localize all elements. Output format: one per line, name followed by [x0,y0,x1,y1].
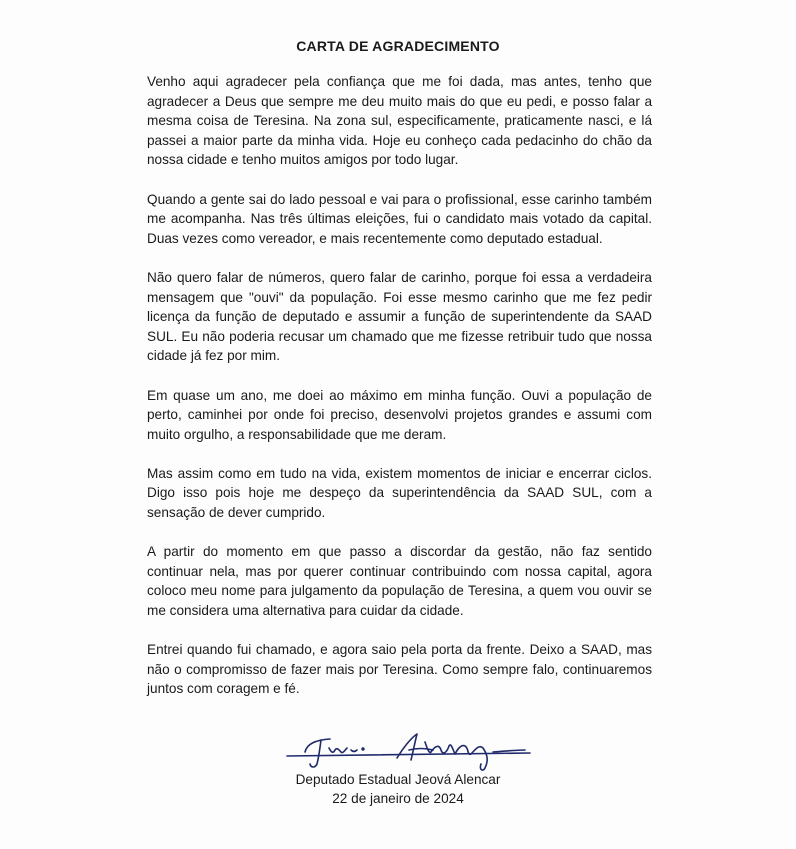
signatory-name: Deputado Estadual Jeová Alencar [295,772,501,787]
paragraph-2: Quando a gente sai do lado pessoal e vai para o profissional, esse carinho também me acompanha. Nas três últimas eleições, fui o candidato mais votado da capital. Duas vezes como vereador, e mais recentemente como deputado estadual. [147,191,652,246]
paragraph-3: Não quero falar de números, quero falar de carinho, porque foi essa a verdadeira mensagem que "ouvi" da população. Foi esse mesmo carinho que me fez pedir licença da função de deputado e assumir a função de superintendente da SAAD SUL. Eu não poderia recusar um chamado que me fizesse retribuir tudo que nossa cidade já fez por mim. [147,269,652,364]
paragraph-1: Venho aqui agradecer pela confiança que me foi dada, mas antes, tenho que agradecer a Deus que sempre me deu muito mais do que eu pedi, e posso falar a mesma coisa de Teresina. Na zona sul, especificamente, praticamente nasci, e lá passei a maior parte da minha vida. Hoje eu conheço cada pedacinho do chão da nossa cidade e tenho muitos amigos por todo lugar. [147,74,652,168]
letter-title: CARTA DE AGRADECIMENTO [296,38,500,54]
letter-date: 22 de janeiro de 2024 [332,791,464,806]
paragraph-5: Mas assim como em tudo na vida, existem momentos de iniciar e encerrar ciclos. Digo isso pois hoje me despeço da superintendência da SAAD SUL, com a sensação de dever cumprido. [147,465,652,521]
letter-body [147,72,652,719]
paragraph-6: A partir do momento em que passo a discordar da gestão, não faz sentido continuar nela, mas por querer continuar contribuindo com nossa capital, agora coloco meu nome para julgamento da população de Teresina, a quem vou ouvir se me considera uma alternativa para cuidar da cidade. [147,544,652,619]
paragraph-7: Entrei quando fui chamado, e agora saio pela porta da frente. Deixo a SAAD, mas não o compromisso de fazer mais por Teresina. Como sempre falo, continuaremos juntos com coragem e fé. [147,642,652,697]
handwritten-signature [285,730,535,775]
paragraph-4: Em quase um ano, me doei ao máximo em minha função. Ouvi a população de perto, caminhei por onde foi preciso, desenvolvi projetos grandes e assumi com muito orgulho, a responsabilidade que me deram. [147,387,652,442]
